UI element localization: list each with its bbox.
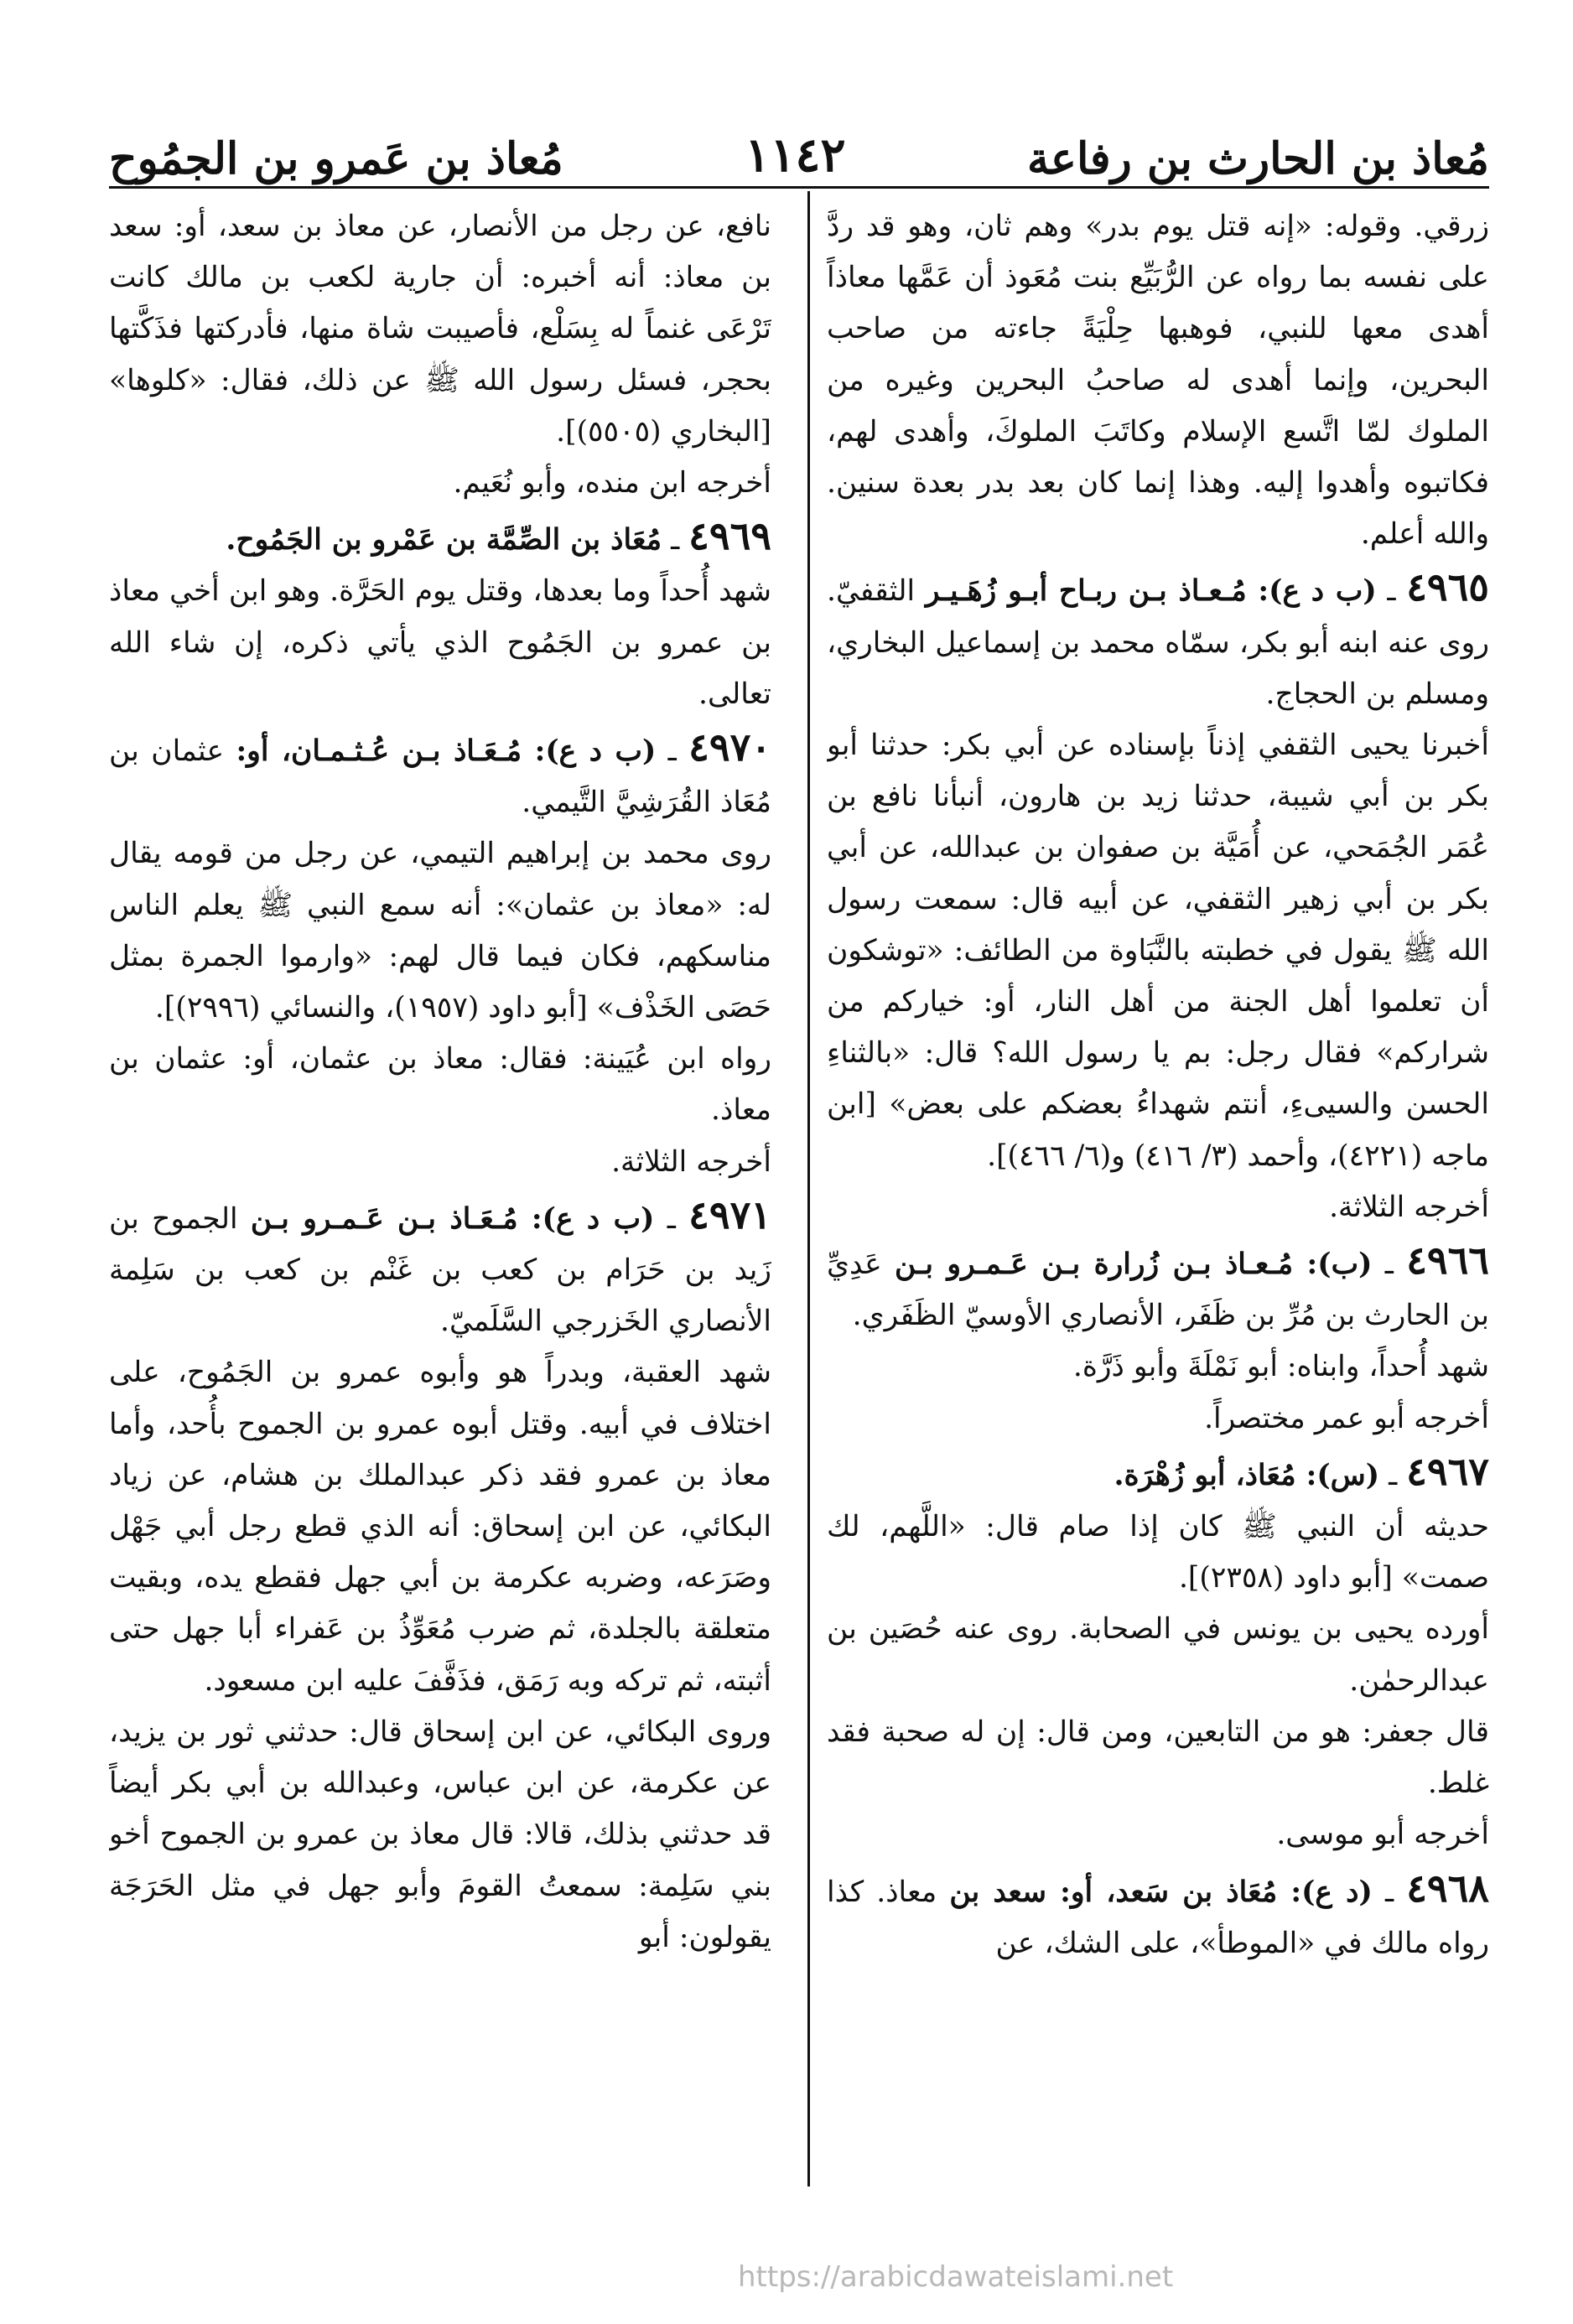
entry-heading: (ب د ع): مُـعـاذ بـن ربـاح أبـو زُهَـيـر: [925, 574, 1377, 609]
entry-number: ٤٩٦٥: [1406, 564, 1489, 610]
entry-number: ٤٩٦٧: [1406, 1448, 1489, 1494]
entry-text: معاذ. كذا رواه مالك في «الموطأ»، على الشك، عن: [827, 1875, 1489, 1960]
entry-text: الجموح بن زَيد بن حَرَام بن كعب بن غَنْم بن كعب بن سَلِمة الأنصاري الخَزرجي السَّلَميّ.: [109, 1201, 771, 1339]
entry-heading: مُعَاذ بن الصِّمَّة بن عَمْرو بن الجَمُوح.: [226, 523, 662, 558]
page-header: [109, 99, 1489, 183]
entry-text: عثمان بن مُعَاذ القُرَشِيَّ التَّيمي.: [109, 734, 771, 820]
paragraph: أورده يحيى بن يونس في الصحابة. روى عنه حُصَين بن عبدالرحمٰن.: [827, 1612, 1489, 1698]
watermark-url: https://arabicdawateislami.net: [738, 2260, 1174, 2294]
entry-heading: (ب د ع): مُـعَـاذ بـن عَـمـرو بـن: [250, 1201, 655, 1236]
paragraph: حديثه أن النبي ﷺ كان إذا صام قال: «اللَّهم، لك صمت» [أبو داود (٢٣٥٨)].: [827, 1510, 1489, 1595]
running-title-left: مُعاذ بن عَمرو بن الجمُوح: [109, 132, 563, 184]
biography-entry: ٤٩٧٠ ـ (ب د ع): مُـعَـاذ بـن عُـثـمـان، أو: عثمان بن مُعَاذ القُرَشِيَّ التَّيمي.: [109, 724, 771, 820]
paragraph: شهد أُحداً، وابناه: أبو نَمْلَةَ وأبو ذَرَّة.: [1072, 1350, 1489, 1384]
page-number: ١١٤٢: [745, 127, 846, 183]
running-title-right: مُعاذ بن الحارث بن رفاعة: [1027, 132, 1489, 184]
entry-heading: (ب): مُـعـاذ بـن زُرارة بـن عَـمـرو بـن: [895, 1248, 1373, 1282]
left-column: [109, 201, 771, 2209]
paragraph: رواه ابن عُيَينة: فقال: معاذ بن عثمان، أو: عثمان بن معاذ.: [109, 1042, 771, 1128]
entry-number: ٤٩٦٨: [1406, 1865, 1489, 1911]
entry-number: ٤٩٧٠: [688, 724, 771, 770]
paragraph: وروى البكائي، عن ابن إسحاق قال: حدثني ثور بن يزيد، عن عكرمة، عن ابن عباس، وعبدالله بن أبي بكر أيضاً قد حدثني بذلك، قالا: قال معاذ بن عمرو بن الجموح أخو بني سَلِمة: سمعتُ القومَ وأبو جهل في مثل الحَرَجَة يقولون: أبو: [109, 1714, 771, 1954]
paragraph: أخبرنا يحيى الثقفي إذناً بإسناده عن أبي بكر: حدثنا أبو بكر بن أبي شيبة، حدثنا زيد بن هارون، أنبأنا نافع بن عُمَر الجُمَحي، عن أُمَيَّة بن صفوان بن عبدالله، عن أبي بكر بن أبي زهير الثقفي، عن أبيه قال: سمعت رسول الله ﷺ يقول في خطبته بالنَّبَاوة من الطائف: «توشكون أن تعلموا أهل الجنة من أهل النار، أو: خياركم من شراركم» فقال رجل: بم يا رسول الله؟ قال: «بالثناءِ الحسن والسيىءِ، أنتم شهداءُ بعضكم على بعض» [ابن ماجه (٤٢٢١)، وأحمد (٣/ ٤١٦) و(٦/ ٤٦٦)].: [827, 729, 1489, 1173]
paragraph: شهد العقبة، وبدراً هو وأبوه عمرو بن الجَمُوح، على اختلاف في أبيه. وقتل أبوه عمرو بن الجموح بأُحد، وأما معاذ بن عمرو فقد ذكر عبدالملك بن هشام، عن زياد البكائي، عن ابن إسحاق: أنه الذي قطع رجل أبي جَهْل وصَرَعه، وضربه عكرمة بن أبي جهل فقطع يده، وبقيت متعلقة بالجلدة، ثم ضرب مُعَوِّذُ بن عَفراء أبا جهل حتى أثبته، ثم تركه وبه رَمَق، فذَفَّفَ عليه ابن مسعود.: [109, 1356, 771, 1698]
biography-entry: ٤٩٦٦ ـ (ب): مُـعـاذ بـن زُرارة بـن عَـمـرو بـن عَدِيِّ بن الحارث بن مُرِّ بن ظَفَر، الأنصاري الأوسيّ الظَفَري.: [827, 1237, 1489, 1333]
paragraph: أخرجه أبو موسى.: [1276, 1818, 1489, 1852]
entry-heading: (س): مُعَاذ، أبو زُهْرَة.: [1114, 1458, 1380, 1492]
paragraph: أخرجه الثلاثة.: [611, 1144, 771, 1179]
paragraph: قال جعفر: هو من التابعين، ومن قال: إن له صحبة فقد غلط.: [827, 1714, 1489, 1801]
biography-entry: ٤٩٦٨ ـ (د ع): مُعَاذ بن سَعد، أو: سعد بن معاذ. كذا رواه مالك في «الموطأ»، على الشك، عن: [827, 1865, 1489, 1960]
paragraph: روى محمد بن إبراهيم التيمي، عن رجل من قومه يقال له: «معاذ بن عثمان»: أنه سمع النبي ﷺ يعلم الناس مناسكهم، فكان فيما قال لهم: «وارموا الجمرة بمثل حَصَى الخَذْف» [أبو داود (١٩٥٧)، والنسائي (٢٩٩٦)].: [109, 837, 771, 1025]
column-divider: [807, 191, 810, 2187]
paragraph: نافع، عن رجل من الأنصار، عن معاذ بن سعد، أو: سعد بن معاذ: أنه أخبره: أن جارية لكعب بن مالك كانت تَرْعَى غنماً له بِسَلْع، فأصيبت شاة منها، فأدركتها فذَكَّتها بحجر، فسئل رسول الله ﷺ عن ذلك، فقال: «كلوها» [البخاري (٥٥٠٥)].: [109, 210, 771, 449]
entry-heading: (د ع): مُعَاذ بن سَعد، أو: سعد بن: [949, 1875, 1373, 1909]
paragraph: أخرجه الثلاثة.: [1329, 1190, 1489, 1224]
biography-entry: ٤٩٦٧ ـ (س): مُعَاذ، أبو زُهْرَة.: [1114, 1448, 1489, 1494]
entry-text: الثقفيّ. روى عنه ابنه أبو بكر، سمّاه محمد بن إسماعيل البخاري، ومسلم بن الحجاج.: [827, 574, 1489, 711]
entry-number: ٤٩٦٦: [1406, 1237, 1489, 1284]
entry-number: ٤٩٦٩: [688, 513, 771, 559]
biography-entry: ٤٩٦٩ ـ مُعَاذ بن الصِّمَّة بن عَمْرو بن الجَمُوح.: [226, 513, 771, 559]
entry-number: ٤٩٧١: [688, 1191, 771, 1237]
paragraph: أخرجه أبو عمر مختصراً.: [1204, 1401, 1489, 1435]
paragraph: شهد أُحداً وما بعدها، وقتل يوم الحَرَّة. وهو ابن أخي معاذ بن عمرو بن الجَمُوح الذي يأتي ذكره، إن شاء الله تعالى.: [109, 574, 771, 711]
paragraph: زرقي. وقوله: «إنه قتل يوم بدر» وهم ثان، وهو قد ردَّ على نفسه بما رواه عن الرُّبَيِّع بنت مُعَوذ أن عَمَّها معاذاً أهدى معها للنبي، فوهبها حِلْيَةً جاءته من صاحب البحرين، وإنما أهدى له صاحبُ البحرين وغيره من الملوك لمّا اتَّسع الإسلام وكاتَبَ الملوكَ، وأهدى لهم، فكاتبوه وأهدوا إليه. وهذا إنما كان بعد بدر بعدة سنين. والله أعلم.: [827, 210, 1489, 552]
entry-heading: (ب د ع): مُـعَـاذ بـن عُـثـمـان، أو:: [236, 734, 657, 769]
biography-entry: ٤٩٦٥ ـ (ب د ع): مُـعـاذ بـن ربـاح أبـو زُهَـيـر الثقفيّ. روى عنه ابنه أبو بكر، سمّاه محمد بن إسماعيل البخاري، ومسلم بن الحجاج.: [827, 564, 1489, 711]
header-rule: [109, 186, 1489, 189]
right-column: [827, 201, 1489, 2209]
entry-text: عَدِيِّ بن الحارث بن مُرِّ بن ظَفَر، الأنصاري الأوسيّ الظَفَري.: [827, 1248, 1489, 1333]
paragraph: أخرجه ابن منده، وأبو نُعَيم.: [453, 466, 771, 501]
biography-entry: ٤٩٧١ ـ (ب د ع): مُـعَـاذ بـن عَـمـرو بـن الجموح بن زَيد بن حَرَام بن كعب بن غَنْم بن كعب بن سَلِمة الأنصاري الخَزرجي السَّلَميّ.: [109, 1191, 771, 1339]
